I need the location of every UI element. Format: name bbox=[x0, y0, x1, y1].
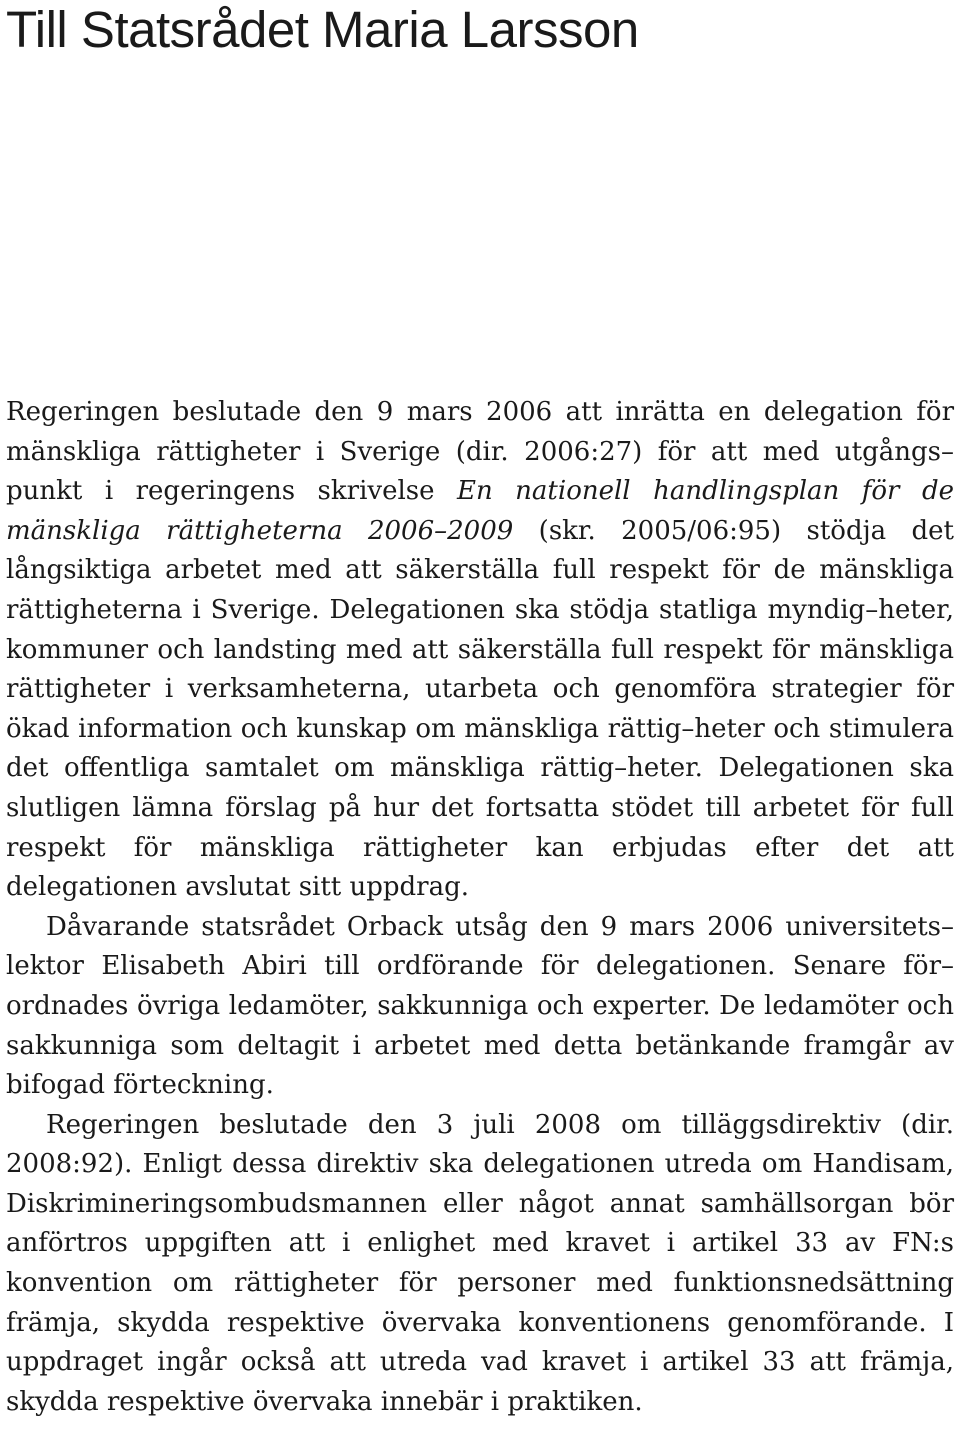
paragraph-3: Regeringen beslutade den 3 juli 2008 om tilläggsdirektiv (dir. 2008:92). Enligt dessa direktiv ska delegationen utreda om Handisam, Diskrimineringsombudsmannen eller något annat samhällsorgan bör anförtros uppgiften att i enlighet med kravet i artikel 33 av FN:s konvention om rättigheter för personer med funktionsnedsättning främja, skydda respektive övervaka konventionens genomförande. I uppdraget ingår också att utreda vad kravet i artikel 33 att främja, skydda respektive övervaka innebär i praktiken. bbox=[6, 1109, 954, 1417]
paragraph-1 bbox=[6, 393, 954, 908]
paragraph-1-text-b: (skr. 2005/06:95) stödja det långsiktiga arbetet med att säkerställa full respekt för de mänskliga rättigheterna i Sverige. Delegationen ska stödja statliga myndig–heter, kommuner och landsting med att säkerställa full respekt för mänskliga rättigheter i verksamheterna, utarbeta och genomföra strategier för ökad information och kunskap om mänskliga rättig–heter och stimulera det offentliga samtalet om mänskliga rättig–heter. Delegationen ska slutligen lämna förslag på hur det fortsatta stödet till arbetet för full respekt för mänskliga rättigheter kan erbjudas efter det att delegationen avslutat sitt uppdrag. bbox=[6, 515, 954, 903]
page-title: Till Statsrådet Maria Larsson bbox=[6, 1, 639, 58]
paragraph-1-text-a: Regeringen beslutade den 9 mars 2006 att inrätta en delegation för mänskliga rättigheter i Sverige (dir. 2006:27) för att med utgångs–punkt i regeringens skrivelse bbox=[6, 397, 954, 507]
paragraph-2: Dåvarande statsrådet Orback utsåg den 9 mars 2006 universitets–lektor Elisabeth Abiri till ordförande för delegationen. Senare för–ordnades övriga ledamöter, sakkunniga och experter. De ledamöter och sakkunniga som deltagit i arbetet med detta betänkande framgår av bifogad förteckning. bbox=[6, 911, 954, 1101]
report-title-italic: En nationell handlingsplan för de mänskliga rättigheterna 2006–2009 bbox=[6, 476, 954, 546]
document-page bbox=[6, 0, 954, 1417]
document-body bbox=[6, 393, 954, 1422]
